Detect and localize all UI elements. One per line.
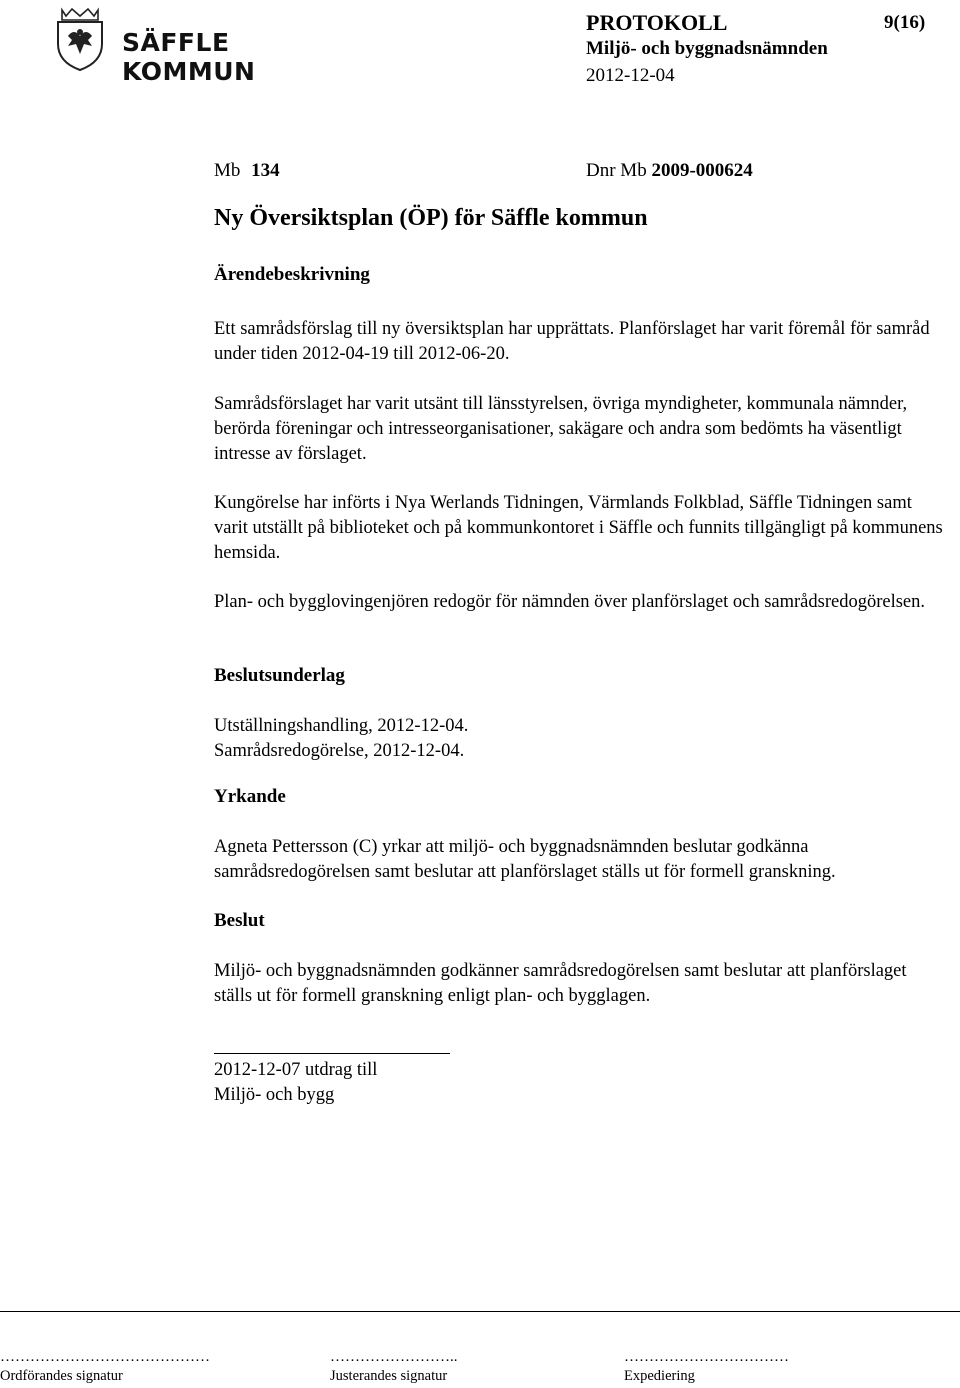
case-paragraph-number bbox=[214, 160, 280, 182]
signature-label-chair: Ordförandes signatur bbox=[0, 1368, 123, 1384]
paragraph-distribution: Samrådsförslaget har varit utsänt till länsstyrelsen, övriga myndigheter, kommunala nämnder, berörda föreningar och intresseorganisationer, sakägare och andra som bedömts ha väsentligt intresse av förslaget. bbox=[214, 394, 908, 464]
paragraph-consultation: Ett samrådsförslag till ny översiktsplan har upprättats. Planförslaget har varit föremål för samråd under tiden 2012-04-19 till 2012-06-20. bbox=[214, 319, 930, 364]
dnr-label: Dnr Mb bbox=[586, 160, 647, 181]
paragraph-engineer-report: Plan- och bygglovingenjören redogör för nämnden över planförslaget och samrådsredogörelsen. bbox=[214, 592, 926, 612]
paragraph-decision: Miljö- och byggnadsnämnden godkänner samrådsredogörelsen samt beslutar att planförslaget ställs ut för formell granskning enligt plan- och bygglagen. bbox=[214, 961, 907, 1006]
signature-line-adjuster: …………………….. bbox=[330, 1349, 458, 1365]
signature-line-dispatch: …………………………… bbox=[624, 1349, 789, 1365]
list-item: Utställningshandling, 2012-12-04. bbox=[214, 716, 469, 736]
case-reference bbox=[586, 160, 753, 182]
committee-name: Miljö- och byggnadsnämnden bbox=[586, 38, 828, 59]
footer-rule bbox=[0, 1311, 960, 1312]
paragraph-announcement: Kungörelse har införts i Nya Werlands Tidningen, Värmlands Folkblad, Säffle Tidningen samt varit utställt på biblioteket och på kommunkontoret i Säffle och funnits tillgängligt på kommunens hemsida. bbox=[214, 493, 943, 563]
meeting-date: 2012-12-04 bbox=[586, 65, 675, 86]
case-title: Ny Översiktsplan (ÖP) för Säffle kommun bbox=[214, 205, 648, 231]
mb-label: Mb bbox=[214, 160, 241, 181]
municipality-logo bbox=[52, 6, 372, 86]
distribution-line: 2012-12-07 utdrag till bbox=[214, 1060, 378, 1080]
dnr-number: 2009-000624 bbox=[651, 160, 753, 181]
heading-beslut: Beslut bbox=[214, 910, 265, 931]
org-name: SÄFFLE KOMMUN bbox=[122, 28, 256, 86]
paragraph-motion: Agneta Pettersson (C) yrkar att miljö- och byggnadsnämnden beslutar godkänna samrådsredogörelsen samt beslutar att planförslaget ställs ut för formell granskning. bbox=[214, 837, 836, 882]
page-number: 9(16) bbox=[884, 12, 926, 33]
heading-arendebeskrivning: Ärendebeskrivning bbox=[214, 264, 370, 285]
heading-yrkande: Yrkande bbox=[214, 786, 286, 807]
list-item: Samrådsredogörelse, 2012-12-04. bbox=[214, 741, 465, 761]
coat-of-arms-icon bbox=[52, 6, 108, 72]
document-type: PROTOKOLL bbox=[586, 10, 728, 35]
heading-beslutsunderlag: Beslutsunderlag bbox=[214, 665, 345, 686]
signature-label-adjuster: Justerandes signatur bbox=[330, 1368, 448, 1384]
distribution-recipient: Miljö- och bygg bbox=[214, 1085, 335, 1105]
signature-line-chair: …………………………………… bbox=[0, 1349, 210, 1365]
mb-number: 134 bbox=[251, 160, 280, 181]
signature-label-dispatch: Expediering bbox=[624, 1368, 695, 1384]
distribution-rule bbox=[214, 1053, 450, 1054]
